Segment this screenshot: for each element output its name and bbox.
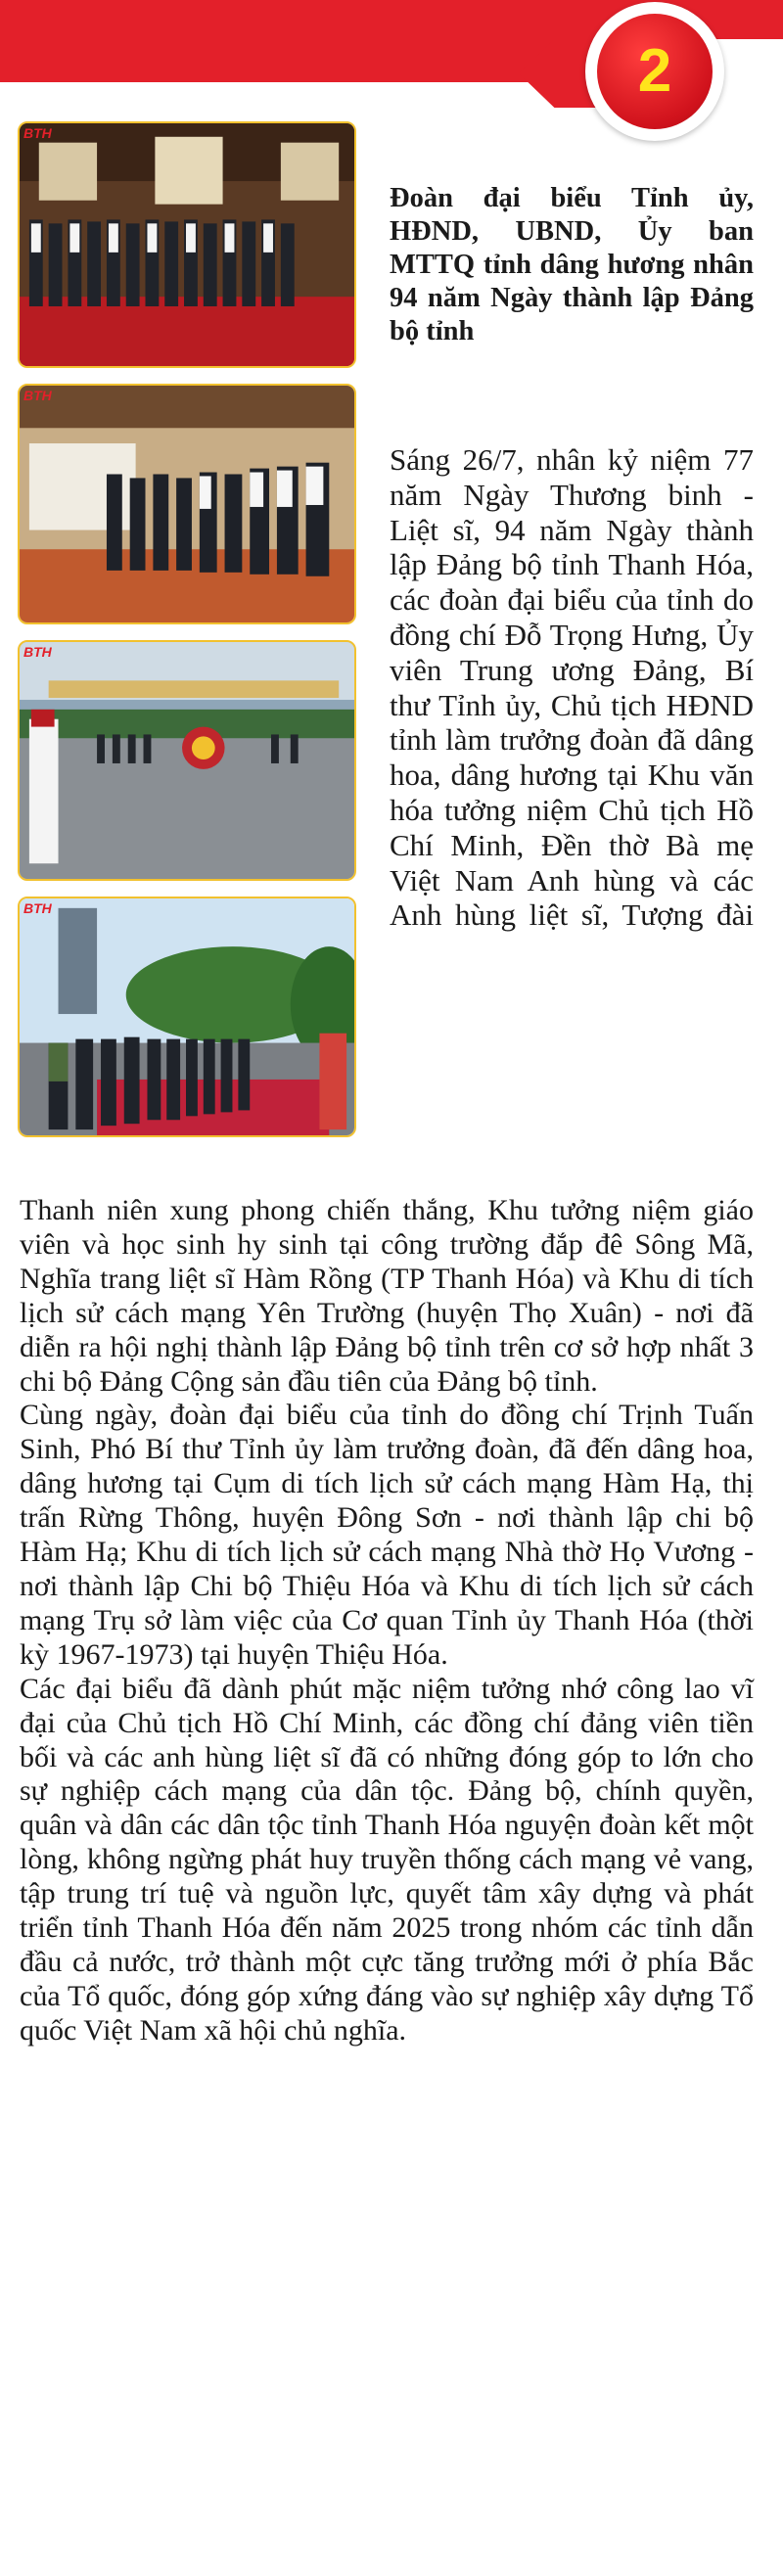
brand-mark: BTH [23,900,52,916]
wreath-ceremony-photo [18,640,356,881]
article-title: Đoàn đại biểu Tỉnh ủy, HĐND, UBND, Ủy ban MTTQ tỉnh dâng hương nhân 94 năm Ngày thành lập Đảng bộ tỉnh [390,183,754,346]
article-body [20,1194,754,2048]
brand-mark: BTH [23,125,52,141]
monument-photo [18,897,356,1137]
section-number: 2 [637,37,672,105]
brand-mark: BTH [23,388,52,403]
paragraph-1-continued: Thanh niên xung phong chiến thắng, Khu tưởng niệm giáo viên và học sinh hy sinh tại công trường đắp đê Sông Mã, Nghĩa trang liệt sĩ Hàm Rồng (TP Thanh Hóa) và Khu di tích lịch sử cách mạng Yên Trường (huyện Thọ Xuân) - nơi đã diễn ra hội nghị thành lập Đảng bộ tỉnh trên cơ sở hợp nhất 3 chi bộ Đảng Cộng sản đầu tiên của Đảng bộ tỉnh. [20,1194,754,1398]
brand-mark: BTH [23,644,52,660]
memorial-room-photo [18,384,356,624]
section-badge [597,14,713,129]
ceremony-hall-photo [18,121,356,368]
paragraph-2: Cùng ngày, đoàn đại biểu của tỉnh do đồng chí Trịnh Tuấn Sinh, Phó Bí thư Tỉnh ủy làm trưởng đoàn, đã đến dâng hoa, dâng hương tại Cụm di tích lịch sử cách mạng Hàm Hạ, thị trấn Rừng Thông, huyện Đông Sơn - nơi thành lập chi bộ Hàm Hạ; Khu di tích lịch sử cách mạng Nhà thờ Họ Vương - nơi thành lập Chi bộ Thiệu Hóa và Khu di tích lịch sử cách mạng Trụ sở làm việc của Cơ quan Tỉnh ủy Thanh Hóa (thời kỳ 1967-1973) tại huyện Thiệu Hóa. [20,1399,754,1671]
paragraph-1-side: Sáng 26/7, nhân kỷ niệm 77 năm Ngày Thương binh - Liệt sĩ, 94 năm Ngày thành lập Đảng bộ tỉnh Thanh Hóa, các đoàn đại biểu của tỉnh do đồng chí Đỗ Trọng Hưng, Ủy viên Trung ương Đảng, Bí thư Tỉnh ủy, Chủ tịch HĐND tỉnh làm trưởng đoàn đã dâng hoa, dâng hương tại Khu văn hóa tưởng niệm Chủ tịch Hồ Chí Minh, Đền thờ Bà mẹ Việt Nam Anh hùng và các Anh hùng liệt sĩ, Tượng đài [390,442,754,933]
paragraph-3: Các đại biểu đã dành phút mặc niệm tưởng nhớ công lao vĩ đại của Chủ tịch Hồ Chí Minh, các đồng chí đảng viên tiền bối và các anh hùng liệt sĩ đã có những đóng góp to lớn cho sự nghiệp cách mạng của dân tộc. Đảng bộ, chính quyền, quân và dân các dân tộc tỉnh Thanh Hóa nguyện đoàn kết một lòng, không ngừng phát huy truyền thống cách mạng vẻ vang, tập trung trí tuệ và nguồn lực, quyết tâm xây dựng và phát triển tỉnh Thanh Hóa đến năm 2025 trong nhóm các tỉnh dẫn đầu cả nước, trở thành một cực tăng trưởng mới ở phía Bắc của Tổ quốc, đóng góp xứng đáng vào sự nghiệp xây dựng Tổ quốc Việt Nam xã hội chủ nghĩa. [20,1672,754,2047]
